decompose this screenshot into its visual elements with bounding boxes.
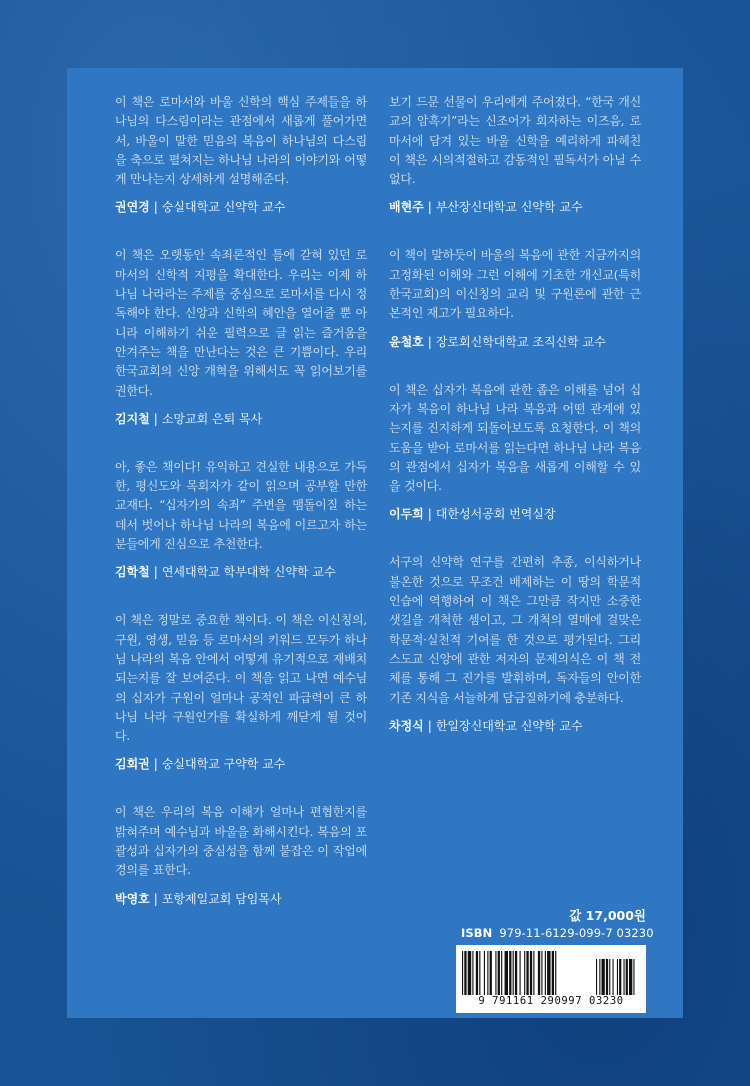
endorsement-3 bbox=[115, 458, 367, 580]
barcode-bar bbox=[472, 951, 473, 995]
isbn-line bbox=[461, 926, 654, 940]
barcode-bar bbox=[547, 951, 550, 995]
barcode-bar bbox=[487, 951, 488, 995]
barcode-bar bbox=[552, 951, 554, 995]
endorser-name: 배현주 bbox=[389, 200, 424, 215]
endorser-name: 김학철 bbox=[115, 565, 150, 580]
barcode-addon-bar bbox=[609, 959, 610, 995]
endorser-attribution: 차정식 | 한일장신대학교 신약학 교수 bbox=[389, 718, 583, 733]
barcode-bar bbox=[541, 951, 542, 995]
barcode-bar bbox=[501, 951, 502, 995]
endorsement-4 bbox=[115, 611, 367, 772]
barcode-addon-bar bbox=[617, 959, 618, 995]
barcode-bar bbox=[524, 951, 525, 995]
endorsement-9 bbox=[389, 553, 641, 733]
endorsement-8 bbox=[389, 381, 641, 523]
endorser-title: 부산장신대학교 신약학 교수 bbox=[435, 200, 583, 215]
price-label: 값 17,000원 bbox=[569, 908, 646, 923]
endorsement-text: 이 책은 정말로 중요한 책이다. 이 책은 이신칭의, 구원, 영생, 믿음 등 로마서의 키워드 모두가 하나님 나라의 복음 안에서 어떻게 유기적으로 재배치되는지를 잘 보여준다. 이 책을 읽고 나면 예수님의 십자가 구원이 얼마나 공적인 파급력이 큰 하나님 나라 구원인가를 확실하게 깨닫게 될 것이다. bbox=[115, 613, 367, 744]
endorser-title: 대한성서공회 번역실장 bbox=[435, 507, 556, 522]
isbn-label: ISBN bbox=[461, 926, 493, 940]
endorsement-6 bbox=[389, 93, 641, 215]
barcode-bars bbox=[456, 945, 646, 997]
endorser-title: 포항제일교회 담임목사 bbox=[161, 891, 282, 906]
endorser-name: 김지철 bbox=[115, 411, 150, 426]
endorser-attribution: 윤철호 | 장로회신학대학교 조직신학 교수 bbox=[389, 334, 606, 349]
barcode-addon-bar bbox=[596, 959, 597, 995]
barcode-bar bbox=[533, 951, 534, 995]
barcode-addon-bar bbox=[633, 959, 634, 995]
barcode-bar bbox=[515, 951, 517, 995]
barcode-addon-bar bbox=[606, 959, 608, 995]
barcode-addon-bar bbox=[626, 959, 628, 995]
endorser-title: 연세대학교 학부대학 신약학 교수 bbox=[161, 565, 336, 580]
endorser-title: 한일장신대학교 신약학 교수 bbox=[435, 718, 583, 733]
endorsement-7 bbox=[389, 246, 641, 349]
barcode-addon-bar bbox=[624, 959, 625, 995]
barcode-addon-bar bbox=[602, 959, 605, 995]
barcode-bar bbox=[526, 951, 528, 995]
endorser-attribution: 이두희 | 대한성서공회 번역실장 bbox=[389, 507, 556, 522]
endorser-title: 소망교회 은퇴 목사 bbox=[161, 411, 263, 426]
endorser-name: 권연경 bbox=[115, 200, 150, 215]
endorser-attribution: 권연경 | 숭실대학교 신약학 교수 bbox=[115, 200, 286, 215]
endorsement-text: 이 책은 십자가 복음에 관한 좁은 이해를 넘어 십자가 복음이 하나님 나라 복음과 어떤 관계에 있는지를 진지하게 되돌아보도록 요청한다. 이 책의 도움을 받아 로마서를 읽는다면 하나님 나라 복음의 관점에서 십자가 복음을 새롭게 이해할 수 있을 것이다. bbox=[389, 382, 641, 494]
barcode-addon-bar bbox=[629, 959, 632, 995]
barcode-bar bbox=[520, 951, 521, 995]
endorser-attribution: 김지철 | 소망교회 은퇴 목사 bbox=[115, 411, 263, 426]
barcode-bar bbox=[462, 951, 463, 995]
barcode-bar bbox=[490, 951, 492, 995]
barcode-bar bbox=[513, 951, 514, 995]
endorser-attribution: 박영호 | 포항제일교회 담임목사 bbox=[115, 891, 282, 906]
endorser-title: 장로회신학대학교 조직신학 교수 bbox=[435, 334, 606, 349]
right-column bbox=[389, 93, 641, 734]
barcode-bar bbox=[479, 951, 480, 995]
endorsement-text: 서구의 신약학 연구를 간편히 추종, 이식하거나 불온한 것으로 무조건 배제하는 이 땅의 학문적 인습에 역행하여 이 책은 그만큼 작지만 소중한 샛길을 개척한 셈이고, 그 개척의 열매에 걸맞은 학문적·실천적 기여를 한 것으로 평가된다. 그리스도교 신앙에 관한 저자의 문제의식은 이 책 전체를 통해 그 진가를 발휘하며, 독자들의 안이한 기존 지식을 서늘하게 담금질하기에 충분하다. bbox=[389, 555, 641, 705]
barcode-bar bbox=[509, 951, 511, 995]
endorser-name: 이두희 bbox=[389, 507, 424, 522]
endorser-title: 숭실대학교 신약학 교수 bbox=[161, 200, 286, 215]
endorser-name: 박영호 bbox=[115, 891, 150, 906]
endorsement-text: 이 책은 로마서와 바울 신학의 핵심 주제들을 하나님의 다스림이라는 관점에서 새롭게 풀어가면서, 바울이 말한 믿음의 복음이 하나님의 다스림을 축으로 펼쳐지는 하나님 나라의 이야기와 어떻게 만나는지 상세하게 설명해준다. bbox=[115, 95, 367, 187]
barcode-digits: 9 791161 290997 03230 bbox=[478, 995, 624, 1007]
endorser-name: 차정식 bbox=[389, 718, 424, 733]
endorser-name: 김회권 bbox=[115, 757, 150, 772]
endorser-attribution: 배현주 | 부산장신대학교 신약학 교수 bbox=[389, 200, 583, 215]
barcode-bar bbox=[555, 951, 556, 995]
endorsement-text: 아, 좋은 책이다! 유익하고 견실한 내용으로 가득한, 평신도와 목회자가 같이 읽으며 공부할 만한 교재다. “십자가의 속죄” 주변을 맴돌이질 하는 데서 벗어나 하나님 나라의 복음에 이르고자 하는 분들에게 진심으로 추천한다. bbox=[115, 459, 367, 552]
barcode-bar bbox=[498, 951, 500, 995]
barcode-bar bbox=[464, 951, 466, 995]
left-column bbox=[115, 93, 367, 907]
endorsement-1 bbox=[115, 93, 367, 215]
endorsement-text: 이 책은 오랫동안 속죄론적인 틀에 갇혀 있던 로마서의 신학적 지평을 확대한다. 우리는 이제 하나님 나라라는 주제를 중심으로 로마서를 다시 정독해야 한다. 신앙과 신학의 혜안을 열어줄 뿐 아니라 이해하기 쉬운 필력으로 글 읽는 즐거움을 안겨주는 책을 만난다는 것은 큰 기쁨이다. 우리 한국교회의 신앙 개혁을 위해서도 꼭 읽어보기를 권한다. bbox=[115, 248, 367, 398]
barcode-bar bbox=[538, 951, 540, 995]
endorser-attribution: 김학철 | 연세대학교 학부대학 신약학 교수 bbox=[115, 565, 336, 580]
endorsement-text: 이 책이 말하듯이 바울의 복음에 관한 지금까지의 고정화된 이해와 그런 이해에 기초한 개신교(특히 한국교회)의 이신칭의 교리 및 구원론에 관한 근본적인 재고가 필요하다. bbox=[389, 248, 641, 321]
barcode-bar bbox=[505, 951, 508, 995]
barcode-bar bbox=[468, 951, 471, 995]
endorsement-2 bbox=[115, 246, 367, 426]
barcode-bar bbox=[476, 951, 478, 995]
barcode-bar bbox=[484, 951, 485, 995]
barcode-bar bbox=[545, 951, 546, 995]
endorser-title: 숭실대학교 구약학 교수 bbox=[161, 757, 286, 772]
endorsement-text: 보기 드문 선물이 우리에게 주어졌다. “한국 개신교의 암흑기”라는 신조어가 회자하는 이즈음, 로마서에 담겨 있는 바울 신학을 예리하게 파헤친 이 책은 시의적절하고 감동적인 필독서가 아닐 수 없다. bbox=[389, 95, 641, 187]
endorsement-text: 이 책은 우리의 복음 이해가 얼마나 편협한지를 밝혀주며 예수님과 바울을 화해시킨다. 복음의 포괄성과 십자가의 중심성을 함께 붙잡은 이 작업에 경의를 표한다. bbox=[115, 805, 367, 878]
barcode-bar bbox=[530, 951, 532, 995]
isbn-number: 979-11-6129-099-7 03230 bbox=[499, 926, 654, 940]
barcode-addon-bar bbox=[613, 959, 614, 995]
barcode bbox=[456, 945, 646, 1013]
barcode-addon-bar bbox=[619, 959, 621, 995]
barcode-addon-bar bbox=[599, 959, 600, 995]
endorser-attribution: 김회권 | 숭실대학교 구약학 교수 bbox=[115, 757, 286, 772]
barcode-bar bbox=[495, 951, 496, 995]
endorser-name: 윤철호 bbox=[389, 334, 424, 349]
endorsement-5 bbox=[115, 803, 367, 906]
